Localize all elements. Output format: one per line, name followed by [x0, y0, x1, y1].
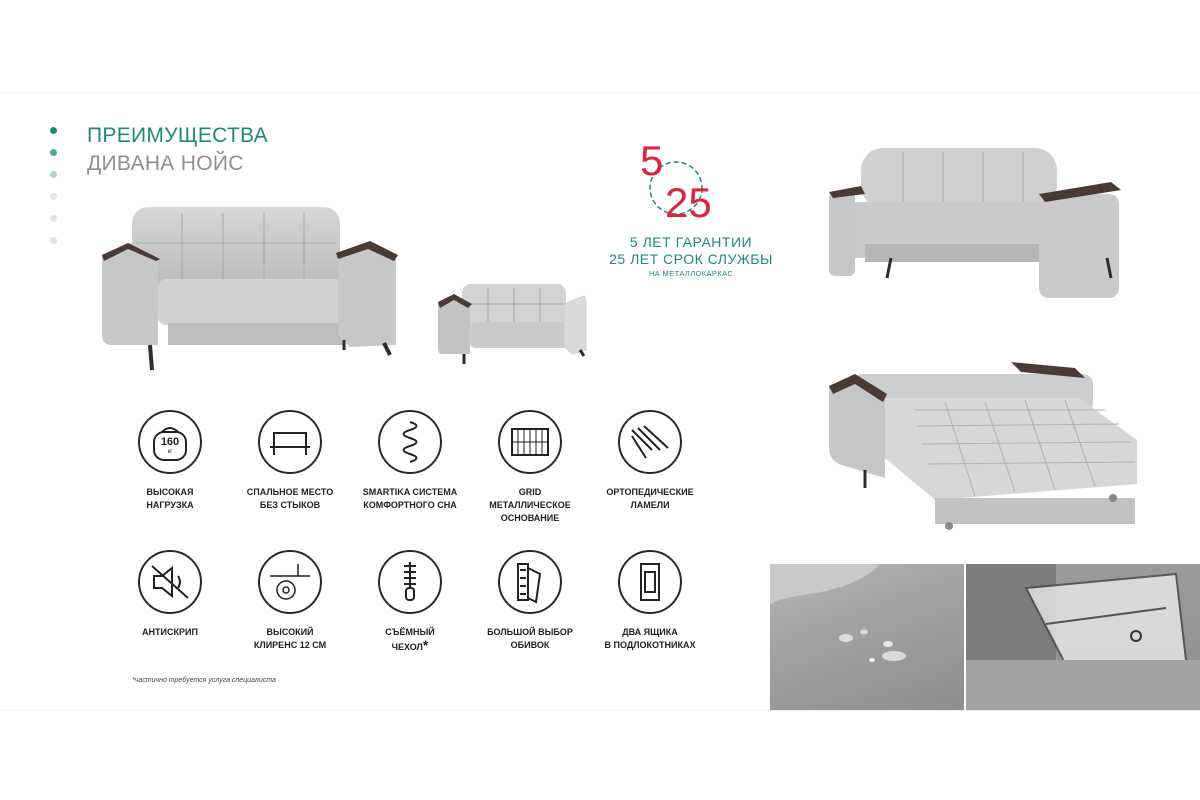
feature-label: ОРТОПЕДИЧЕСКИЕ ЛАМЕЛИ — [606, 487, 694, 510]
grid-frame-icon — [498, 410, 562, 474]
armrest-drawer-icon — [618, 550, 682, 614]
water-repellent-fabric-image — [770, 564, 964, 710]
warranty-line-3: НА МЕТАЛЛОКАРКАС — [648, 269, 734, 278]
feature-item — [350, 550, 470, 654]
footnote-mark: * — [422, 637, 429, 653]
sofa-large-image — [98, 195, 403, 375]
feature-item — [230, 410, 350, 512]
weight-unit: кг — [167, 449, 173, 455]
feature-item — [110, 410, 230, 512]
feature-label: ДВА ЯЩИКА В ПОДЛОКОТНИКАХ — [604, 627, 696, 650]
sofa-small-image — [436, 278, 591, 368]
feature-label: ВЫСОКИЙ КЛИРЕНС 12 СМ — [253, 627, 327, 650]
warranty-line-2: 25 ЛЕТ СРОК СЛУЖБЫ — [609, 251, 773, 267]
feature-label: АНТИСКРИП — [142, 627, 198, 637]
nav-dot[interactable] — [50, 127, 57, 134]
weight-value: 160 — [160, 436, 180, 448]
lamellas-icon — [618, 410, 682, 474]
footnote: *частично требуется услуга специалиста — [132, 677, 276, 684]
feature-item — [590, 410, 710, 512]
robot-vacuum-icon — [258, 550, 322, 614]
zipper-icon — [378, 550, 442, 614]
warranty-years: 5 — [640, 137, 664, 184]
feature-item — [470, 410, 590, 525]
warranty-line-1: 5 ЛЕТ ГАРАНТИИ — [629, 234, 753, 250]
feature-item — [470, 550, 590, 652]
page-subtitle: ДИВАНА НОЙС — [87, 152, 244, 175]
fabric-swatches-icon — [498, 550, 562, 614]
feature-item — [110, 550, 230, 639]
nav-dot[interactable] — [50, 149, 57, 156]
sofa-back-view-image — [825, 140, 1125, 300]
nav-dot[interactable] — [50, 215, 57, 222]
spring-icon — [378, 410, 442, 474]
feature-label: GRID МЕТАЛЛИЧЕСКОЕ ОСНОВАНИЕ — [489, 487, 571, 523]
page-title: ПРЕИМУЩЕСТВА — [87, 124, 268, 147]
slide-navigation[interactable] — [50, 127, 57, 259]
feature-label: СЪЁМНЫЙ ЧЕХОЛ* — [385, 627, 435, 653]
bottom-divider — [0, 710, 1200, 711]
service-years: 25 — [665, 179, 712, 226]
top-divider — [0, 92, 1200, 93]
feature-item — [230, 550, 350, 652]
anti-squeak-icon — [138, 550, 202, 614]
nav-dot[interactable] — [50, 193, 57, 200]
feature-label: SMARTIKA СИСТЕМА КОМФОРТНОГО СНА — [362, 487, 458, 510]
nav-dot[interactable] — [50, 171, 57, 178]
feature-label: БОЛЬШОЙ ВЫБОР ОБИВОК — [487, 627, 573, 650]
sofa-unfolded-image — [825, 358, 1145, 538]
feature-label: СПАЛЬНОЕ МЕСТО БЕЗ СТЫКОВ — [246, 487, 334, 510]
feature-item — [590, 550, 710, 652]
feature-item — [350, 410, 470, 512]
weight-icon — [138, 410, 202, 474]
sleeping-place-icon — [258, 410, 322, 474]
armrest-drawer-image — [966, 564, 1200, 710]
feature-label: ВЫСОКАЯ НАГРУЗКА — [146, 487, 194, 510]
nav-dot[interactable] — [50, 237, 57, 244]
